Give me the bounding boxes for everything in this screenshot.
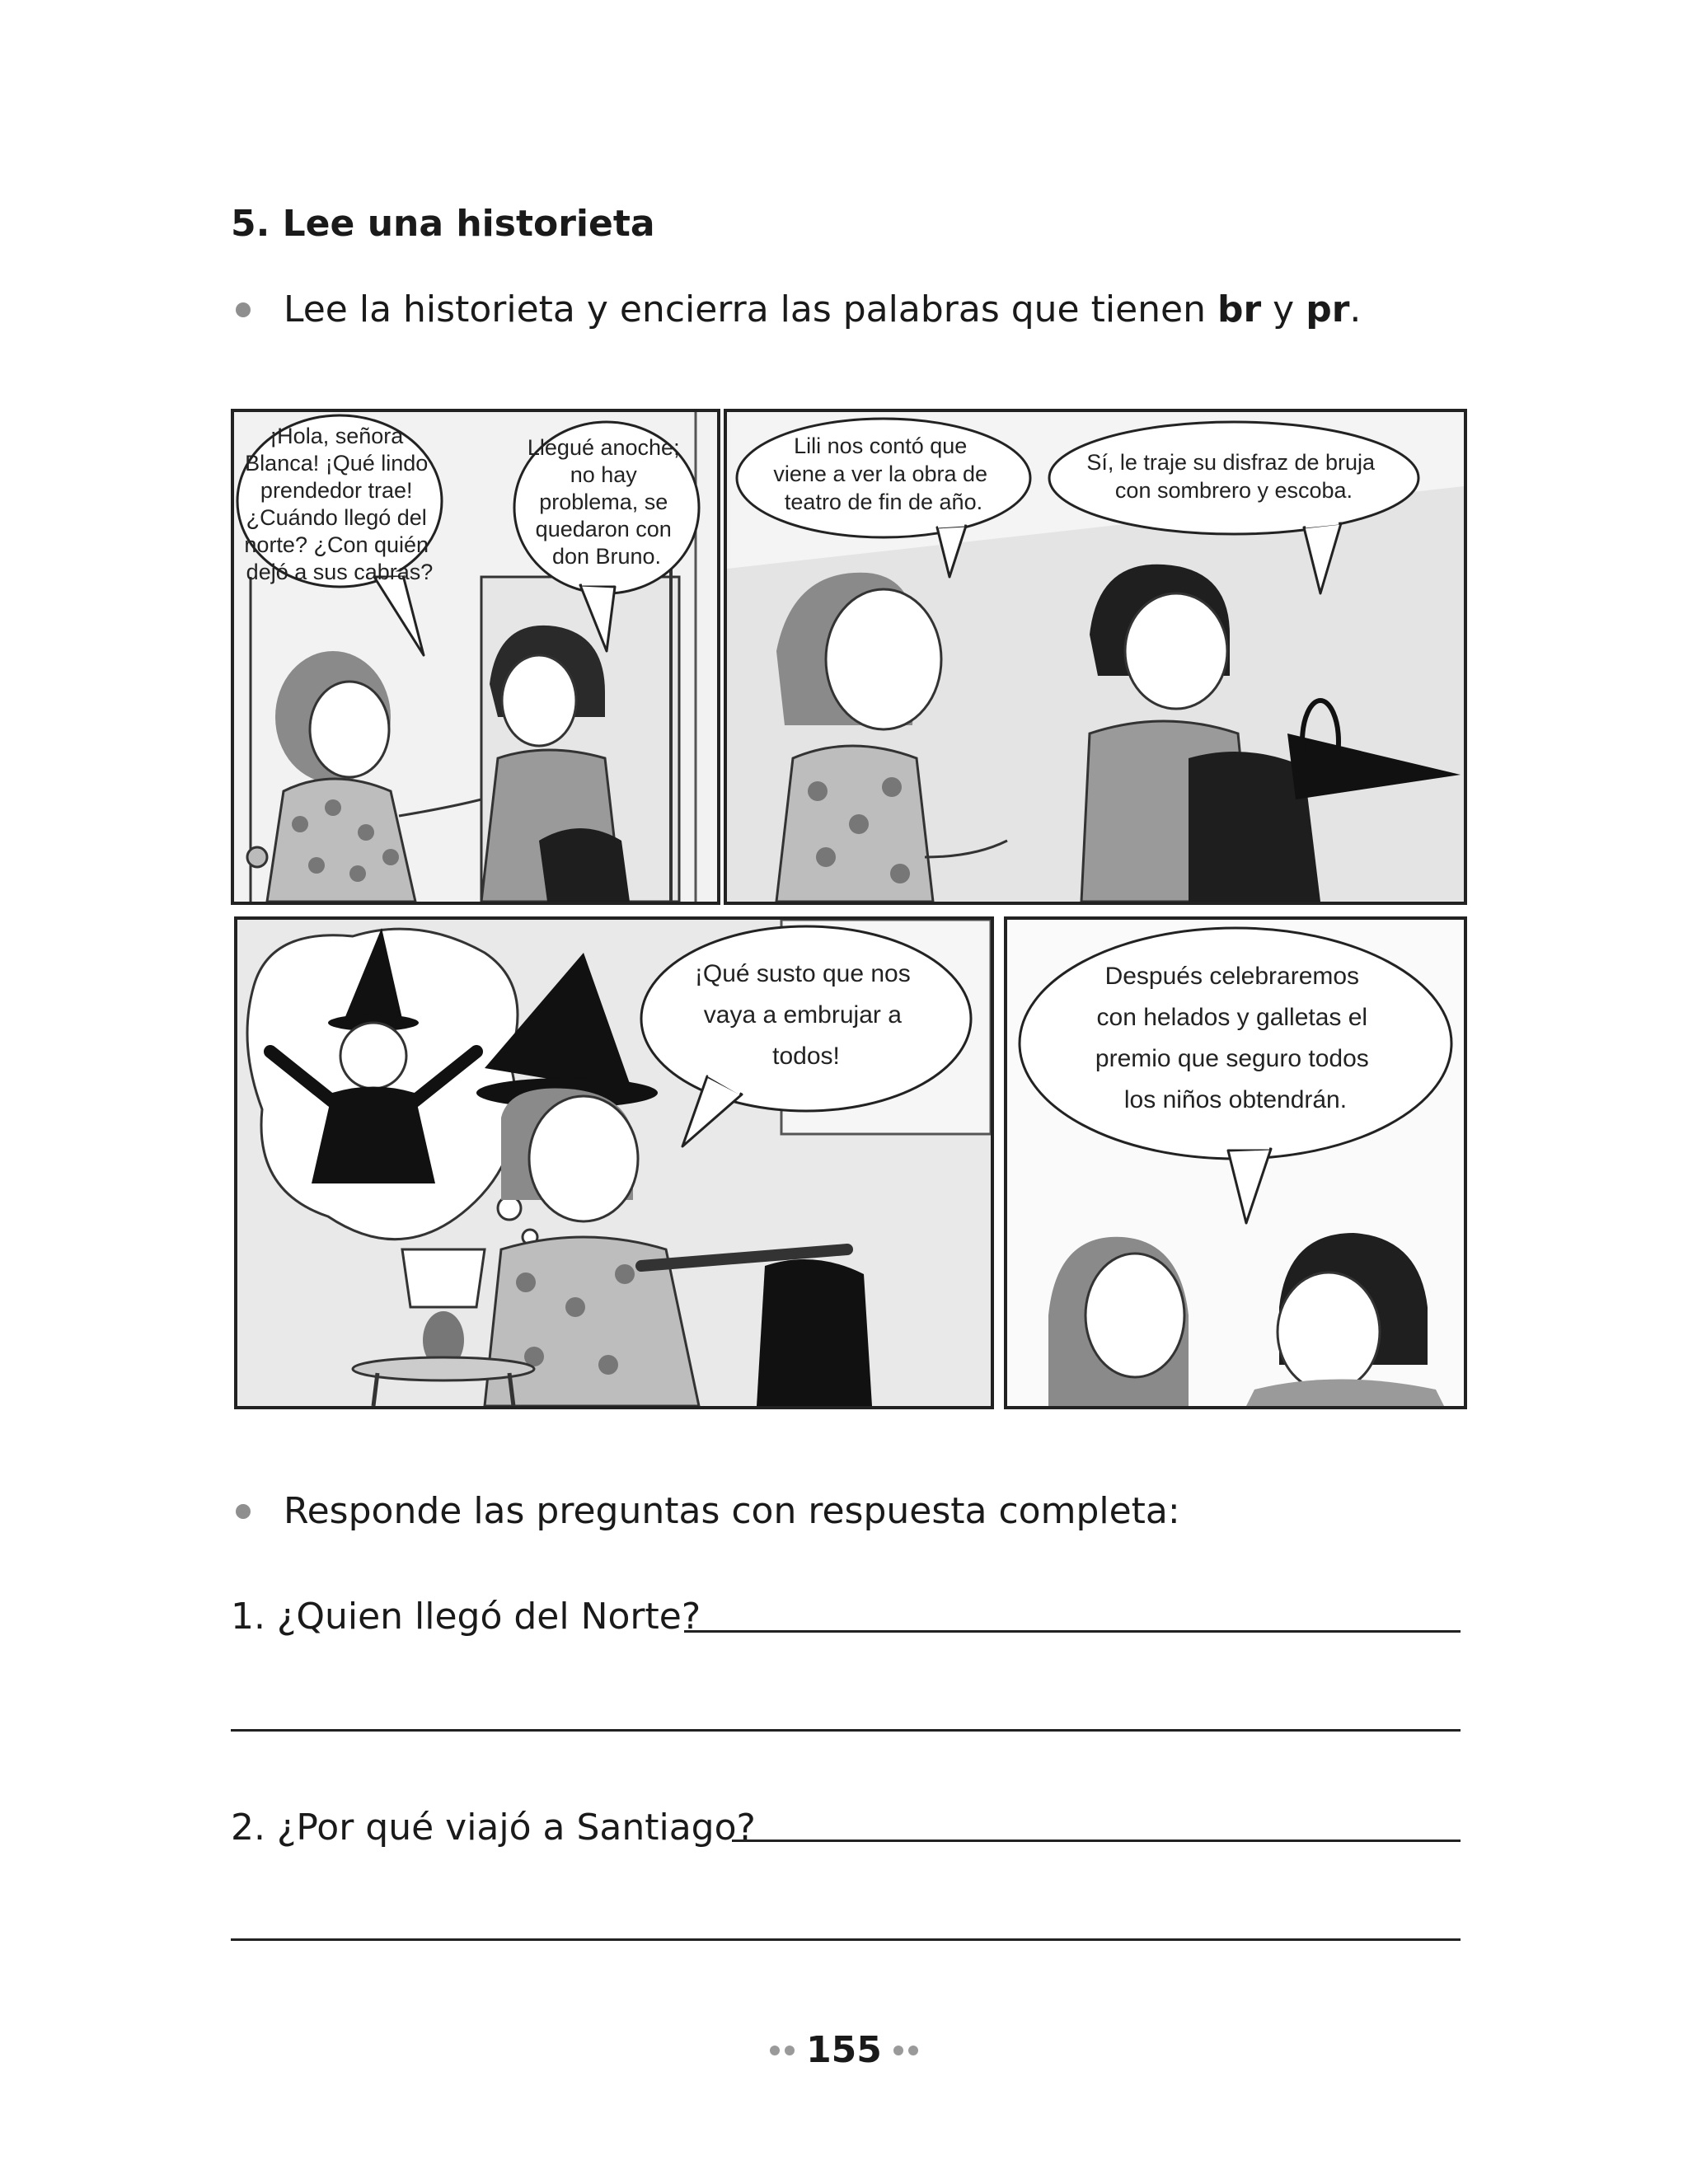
question-1: 1. ¿Quien llegó del Norte? [231, 1596, 701, 1638]
p1-left-line-3: prendedor trae! [260, 478, 413, 503]
p1-left-line-1: ¡Hola, señora [270, 424, 404, 448]
panel-3-art [237, 920, 991, 1406]
p3-line-3: todos! [772, 1043, 840, 1070]
p1-right-line-3: problema, se [539, 490, 668, 514]
svg-text:Lili nos contó que viene [773, 434, 993, 514]
p3-line-2: vaya a embrujar a [703, 1001, 902, 1029]
p1-left-line-6: dejó a sus cabras? [246, 560, 434, 584]
p3-line-1: ¡Qué susto que nos [694, 960, 911, 987]
p1-right-line-5: don Bruno. [551, 544, 662, 569]
bullet-icon [236, 302, 251, 317]
bullet-icon [236, 1504, 251, 1519]
instruction-bold-br: br [1217, 288, 1262, 330]
p1-left-line-2: Blanca! ¡Qué lindo [245, 451, 429, 476]
p2-right-line-2: con sombrero y escoba. [1114, 478, 1353, 503]
p2-left-line-2: viene a ver la obra de [773, 462, 988, 486]
p4-line-1: Después celebraremos [1104, 963, 1360, 990]
instruction-bold-pr: pr [1306, 288, 1350, 330]
p2-left-line-1: Lili nos contó que [794, 434, 968, 458]
page-number-footer [0, 2029, 1688, 2071]
instruction-suffix: . [1349, 288, 1362, 330]
questions-instruction: Responde las preguntas con respuesta completa: [284, 1490, 1180, 1532]
p1-left-line-4: ¿Cuándo llegó del [246, 505, 427, 530]
instruction-prefix: Lee la historieta y encierra las palabras que tienen [284, 288, 1217, 330]
instruction-text [284, 288, 1361, 330]
left-dots-icon [770, 2046, 795, 2055]
lamp-icon [402, 1249, 485, 1307]
page-number: 155 [806, 2029, 882, 2071]
p2-right-line-1: Sí, le traje su disfraz de bruja [1086, 450, 1376, 475]
instruction-row [231, 288, 1361, 330]
answer-2-line-1[interactable] [732, 1840, 1461, 1842]
panel-1-art [234, 412, 717, 902]
answer-1-line-2[interactable] [231, 1729, 1461, 1732]
comic-panel-3 [234, 916, 994, 1409]
p2-left-line-3: teatro de fin de año. [784, 490, 983, 514]
instruction-mid: y [1261, 288, 1306, 330]
panel-2-art [727, 412, 1464, 902]
panel-4-art [1007, 920, 1464, 1406]
answer-2-line-2[interactable] [231, 1938, 1461, 1941]
question-2: 2. ¿Por qué viajó a Santiago? [231, 1807, 756, 1849]
p1-right-line-4: quedaron con [535, 517, 672, 541]
right-dots-icon [893, 2046, 918, 2055]
p1-left-line-5: norte? ¿Con quién [244, 532, 429, 557]
answer-1-line-1[interactable] [684, 1630, 1461, 1633]
questions-instruction-row [231, 1490, 1180, 1532]
comic-panel-4 [1004, 916, 1467, 1409]
comic-panel-2 [724, 409, 1467, 905]
p4-line-4: los niños obtendrán. [1123, 1086, 1348, 1113]
p4-line-3: premio que seguro todos [1095, 1045, 1369, 1072]
section-title: 5. Lee una historieta [231, 203, 655, 245]
p1-right-line-1: Llegué anoche; [527, 435, 680, 460]
p1-right-line-2: no hay [570, 462, 637, 487]
door-knob-icon [247, 847, 267, 867]
p4-line-2: con helados y galletas el [1096, 1004, 1368, 1031]
comic-panel-1 [231, 409, 720, 905]
